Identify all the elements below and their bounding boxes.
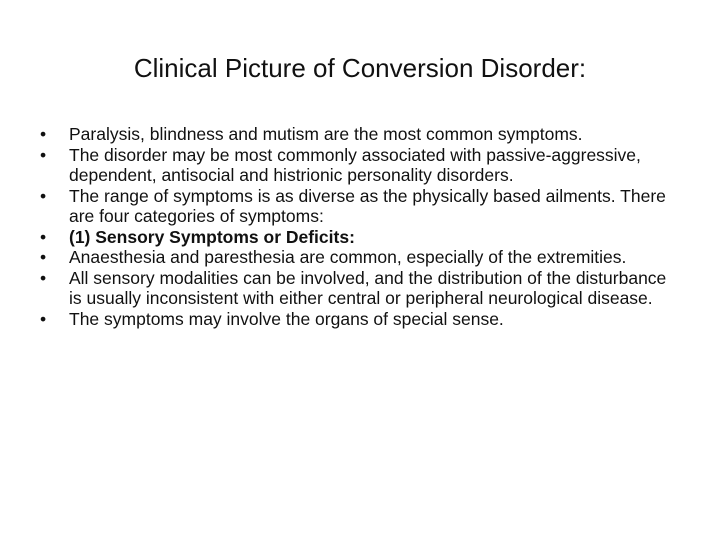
bullet-item [40, 124, 680, 145]
bullet-text: The disorder may be most commonly associated with passive-aggressive, dependent, antisocial and histrionic personality disorders. [69, 144, 641, 185]
bullet-item [40, 227, 680, 248]
bullet-dot-icon: • [40, 185, 47, 206]
slide-title: Clinical Picture of Conversion Disorder: [133, 53, 587, 83]
bullet-text: Paralysis, blindness and mutism are the most common symptoms. [69, 124, 583, 144]
bullet-text: The range of symptoms is as diverse as the physically based ailments. There are four categories of symptoms: [69, 185, 666, 226]
bullet-text-heading: (1) Sensory Symptoms or Deficits: [69, 226, 355, 247]
bullet-item [40, 247, 680, 268]
bullet-dot-icon: • [40, 247, 47, 267]
bullet-item [40, 186, 680, 227]
bullet-text: The symptoms may involve the organs of special sense. [69, 308, 504, 329]
bullet-list [40, 124, 680, 329]
bullet-text: Anaesthesia and paresthesia are common, especially of the extremities. [69, 247, 627, 267]
bullet-item [40, 145, 680, 186]
bullet-dot-icon: • [40, 267, 47, 288]
bullet-dot-icon: • [40, 124, 47, 144]
bullet-dot-icon: • [40, 308, 47, 329]
bullet-text: All sensory modalities can be involved, and the distribution of the disturbance is usually inconsistent with either central or peripheral neurological disease. [69, 267, 667, 308]
bullet-dot-icon: • [40, 226, 47, 247]
bullet-item [40, 268, 680, 309]
bullet-dot-icon: • [40, 144, 47, 165]
bullet-item [40, 309, 680, 330]
